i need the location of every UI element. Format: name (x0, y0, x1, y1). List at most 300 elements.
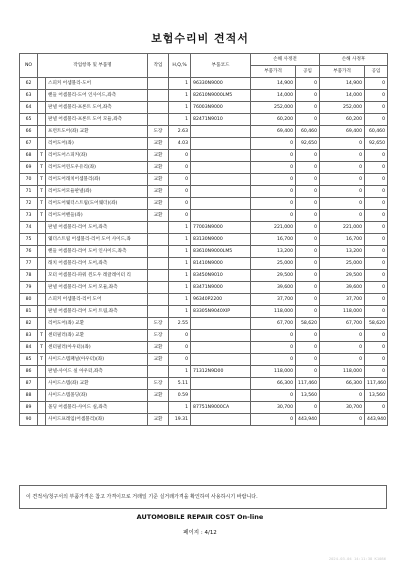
row-after-labor: 0 (365, 294, 388, 306)
row-after-part-price: 0 (320, 150, 365, 162)
row-no: 68 (20, 150, 38, 162)
row-before-part-price: 0 (251, 186, 296, 198)
row-part-code (191, 126, 251, 138)
row-hq: 0 (169, 198, 191, 210)
table-row (20, 150, 388, 162)
row-after-part-price: 39,600 (320, 282, 365, 294)
row-marker (38, 102, 46, 114)
row-after-part-price: 0 (320, 162, 365, 174)
row-before-labor: 0 (296, 330, 320, 342)
row-marker (38, 258, 46, 270)
price-notice: 이 견적서/청구서의 부품가격은 참고 가격이므로 거래일 기준 실거래가격을 확인하여 사용하시기 바랍니다. (19, 485, 387, 509)
row-no: 65 (20, 114, 38, 126)
row-after-part-price: 0 (320, 330, 365, 342)
row-part-code (191, 318, 251, 330)
table-row (20, 114, 388, 126)
row-before-part-price: 118,000 (251, 366, 296, 378)
row-work (148, 366, 169, 378)
row-before-labor: 92,650 (296, 138, 320, 150)
row-before-part-price: 0 (251, 330, 296, 342)
row-after-labor: 0 (365, 258, 388, 270)
row-marker (38, 246, 46, 258)
row-no: 70 (20, 174, 38, 186)
table-row (20, 198, 388, 210)
table-row (20, 222, 388, 234)
row-part-code: 83471N9000 (191, 282, 251, 294)
row-marker (38, 306, 46, 318)
row-work: 교환 (148, 414, 169, 426)
table-row (20, 366, 388, 378)
row-hq: 19.31 (169, 414, 191, 426)
row-marker (38, 294, 46, 306)
row-before-labor: 58,620 (296, 318, 320, 330)
row-part-code: 83305N9040XIP (191, 306, 251, 318)
row-marker (38, 402, 46, 414)
row-before-part-price: 0 (251, 174, 296, 186)
row-hq: 0 (169, 162, 191, 174)
page-number: 페이지 : 4/12 (183, 530, 217, 536)
row-part-code: 87751N9000CA (191, 402, 251, 414)
row-before-part-price: 0 (251, 354, 296, 366)
row-item-name: 리어도어(좌) 교환 (46, 318, 148, 330)
row-part-code: 96340P2200 (191, 294, 251, 306)
row-item-name: 판넬 어셈블리-프론트 도어,좌측 (46, 102, 148, 114)
row-part-code: 76003N9000 (191, 102, 251, 114)
row-item-name: 리어도어핸들(좌) (46, 210, 148, 222)
row-hq: 1 (169, 258, 191, 270)
row-no: 78 (20, 270, 38, 282)
row-marker: T (38, 342, 46, 354)
row-before-labor: 0 (296, 270, 320, 282)
row-after-labor: 0 (365, 282, 388, 294)
row-part-code: 96330N9000 (191, 78, 251, 90)
row-after-part-price: 14,900 (320, 78, 365, 90)
row-item-name: 센터필러(좌) 교환 (46, 330, 148, 342)
row-work: 교환 (148, 150, 169, 162)
row-part-code (191, 330, 251, 342)
row-before-part-price: 14,900 (251, 78, 296, 90)
row-work: 교환 (148, 390, 169, 402)
row-marker (38, 90, 46, 102)
estimate-rows (20, 78, 388, 426)
table-row (20, 306, 388, 318)
row-work (148, 306, 169, 318)
row-after-labor: 0 (365, 222, 388, 234)
row-no: 67 (20, 138, 38, 150)
row-work: 교환 (148, 210, 169, 222)
row-marker (38, 234, 46, 246)
row-no: 72 (20, 198, 38, 210)
row-work: 교환 (148, 174, 169, 186)
row-after-part-price: 0 (320, 414, 365, 426)
row-work: 교환 (148, 162, 169, 174)
row-item-name: 리어도어(좌) (46, 138, 148, 150)
row-work (148, 282, 169, 294)
row-hq: 1 (169, 222, 191, 234)
row-after-labor: 0 (365, 78, 388, 90)
row-after-part-price: 0 (320, 390, 365, 402)
header-work: 작업 (148, 54, 169, 78)
row-part-code: 83450N9010 (191, 270, 251, 282)
row-after-part-price: 30,700 (320, 402, 365, 414)
row-item-name: 판넬 어셈블리-리어 도어 모듈,좌측 (46, 282, 148, 294)
row-after-part-price: 0 (320, 138, 365, 150)
row-after-part-price: 221,000 (320, 222, 365, 234)
row-part-code (191, 390, 251, 402)
row-part-code (191, 378, 251, 390)
row-no: 75 (20, 234, 38, 246)
row-before-labor: 0 (296, 342, 320, 354)
footer-title: AUTOMOBILE REPAIR COST On-line (136, 513, 264, 521)
row-marker (38, 222, 46, 234)
row-part-code (191, 138, 251, 150)
row-after-part-price: 29,500 (320, 270, 365, 282)
row-hq: 1 (169, 282, 191, 294)
row-before-labor: 13,560 (296, 390, 320, 402)
row-marker: T (38, 198, 46, 210)
row-before-labor: 0 (296, 246, 320, 258)
row-after-labor: 60,460 (365, 126, 388, 138)
row-after-labor: 0 (365, 234, 388, 246)
row-before-labor: 443,940 (296, 414, 320, 426)
row-part-code (191, 354, 251, 366)
row-marker: T (38, 186, 46, 198)
row-part-code: 77003N9000 (191, 222, 251, 234)
row-after-labor: 0 (365, 198, 388, 210)
row-after-labor: 443,940 (365, 414, 388, 426)
row-before-part-price: 118,000 (251, 306, 296, 318)
row-before-part-price: 0 (251, 210, 296, 222)
row-part-code (191, 186, 251, 198)
row-no: 83 (20, 330, 38, 342)
row-work: 교환 (148, 138, 169, 150)
row-after-part-price: 14,000 (320, 90, 365, 102)
row-item-name: 판넬 어셈블리-리어 도어,좌측 (46, 222, 148, 234)
row-work (148, 102, 169, 114)
row-before-labor: 0 (296, 282, 320, 294)
row-before-part-price: 60,200 (251, 114, 296, 126)
row-before-labor: 0 (296, 258, 320, 270)
table-row (20, 414, 388, 426)
row-item-name: 센터필러(아우터)(좌) (46, 342, 148, 354)
row-hq: 1 (169, 270, 191, 282)
row-after-part-price: 0 (320, 186, 365, 198)
row-marker (38, 78, 46, 90)
row-part-code (191, 414, 251, 426)
row-before-part-price: 39,600 (251, 282, 296, 294)
row-part-code (191, 174, 251, 186)
row-no: 69 (20, 162, 38, 174)
row-before-labor: 0 (296, 174, 320, 186)
table-row (20, 90, 388, 102)
table-row (20, 174, 388, 186)
row-no: 63 (20, 90, 38, 102)
header-no: NO (20, 54, 38, 78)
row-after-labor: 0 (365, 306, 388, 318)
row-item-name: 리어도어웨더스트립(도어웨더)(좌) (46, 198, 148, 210)
row-before-labor: 0 (296, 150, 320, 162)
row-after-labor: 0 (365, 90, 388, 102)
row-no: 86 (20, 366, 38, 378)
row-before-labor: 0 (296, 198, 320, 210)
header-after: 손해 사정후 (320, 54, 388, 66)
row-before-part-price: 0 (251, 198, 296, 210)
row-marker (38, 126, 46, 138)
row-after-part-price: 118,000 (320, 366, 365, 378)
table-row (20, 330, 388, 342)
row-item-name: 웨더스트립 어셈블리-리어 도어 사이드,좌 (46, 234, 148, 246)
table-row (20, 294, 388, 306)
row-before-labor: 0 (296, 162, 320, 174)
row-after-labor: 0 (365, 186, 388, 198)
row-marker (38, 114, 46, 126)
row-before-labor: 0 (296, 210, 320, 222)
row-after-part-price: 13,200 (320, 246, 365, 258)
row-no: 76 (20, 246, 38, 258)
row-work: 교환 (148, 186, 169, 198)
row-before-labor: 0 (296, 78, 320, 90)
row-hq: 0 (169, 150, 191, 162)
row-after-part-price: 0 (320, 198, 365, 210)
row-after-labor: 117,460 (365, 378, 388, 390)
row-no: 79 (20, 282, 38, 294)
row-part-code (191, 342, 251, 354)
table-row (20, 390, 388, 402)
row-before-labor: 0 (296, 294, 320, 306)
row-before-part-price: 13,200 (251, 246, 296, 258)
row-before-labor: 0 (296, 222, 320, 234)
table-row (20, 162, 388, 174)
print-stamp: 2024-03-04 14:11:38 K1086 (328, 556, 386, 561)
row-part-code: 83610N9000LM5 (191, 246, 251, 258)
table-row (20, 126, 388, 138)
row-before-part-price: 0 (251, 390, 296, 402)
row-marker: T (38, 174, 46, 186)
row-no: 85 (20, 354, 38, 366)
row-marker: T (38, 354, 46, 366)
row-work (148, 258, 169, 270)
row-after-part-price: 25,000 (320, 258, 365, 270)
row-item-name: 사이드스텝몰딩(좌) (46, 390, 148, 402)
table-row (20, 342, 388, 354)
row-part-code (191, 162, 251, 174)
row-no: 84 (20, 342, 38, 354)
row-hq: 1 (169, 294, 191, 306)
header-after-labor: 공임 (365, 66, 388, 78)
row-work (148, 114, 169, 126)
row-before-labor: 0 (296, 354, 320, 366)
row-after-labor: 0 (365, 402, 388, 414)
row-before-part-price: 30,700 (251, 402, 296, 414)
row-marker (38, 390, 46, 402)
row-after-labor: 0 (365, 270, 388, 282)
row-before-part-price: 0 (251, 342, 296, 354)
row-hq: 0 (169, 342, 191, 354)
row-hq: 0 (169, 354, 191, 366)
row-hq: 1 (169, 306, 191, 318)
row-work (148, 402, 169, 414)
header-hq: H,Q,% (169, 54, 191, 78)
row-after-part-price: 0 (320, 174, 365, 186)
row-item-name: 사이드스텝(좌) 교환 (46, 378, 148, 390)
row-item-name: 판넬 어셈블리-프론트 도어 모듈,좌측 (46, 114, 148, 126)
row-after-labor: 0 (365, 162, 388, 174)
row-after-part-price: 252,000 (320, 102, 365, 114)
row-hq: 1 (169, 402, 191, 414)
row-before-part-price: 37,700 (251, 294, 296, 306)
row-before-labor: 0 (296, 234, 320, 246)
row-work (148, 222, 169, 234)
table-row (20, 402, 388, 414)
row-before-part-price: 66,300 (251, 378, 296, 390)
row-no: 82 (20, 318, 38, 330)
table-row (20, 354, 388, 366)
row-marker (38, 270, 46, 282)
row-after-labor: 0 (365, 342, 388, 354)
row-hq: 0 (169, 186, 191, 198)
row-before-labor: 0 (296, 90, 320, 102)
row-no: 62 (20, 78, 38, 90)
row-item-name: 리어도어래치어셈블리(좌) (46, 174, 148, 186)
row-hq: 1 (169, 234, 191, 246)
row-hq: 0.59 (169, 390, 191, 402)
row-item-name: 몰딩 어셈블리-사이드 실,좌측 (46, 402, 148, 414)
row-no: 88 (20, 390, 38, 402)
row-part-code: 82610N9000LM5 (191, 90, 251, 102)
row-no: 64 (20, 102, 38, 114)
row-after-part-price: 0 (320, 354, 365, 366)
table-row (20, 210, 388, 222)
table-row (20, 246, 388, 258)
estimate-table (19, 53, 388, 426)
row-after-part-price: 37,700 (320, 294, 365, 306)
row-part-code (191, 198, 251, 210)
row-after-labor: 0 (365, 114, 388, 126)
row-work (148, 246, 169, 258)
row-hq: 2.55 (169, 318, 191, 330)
table-row (20, 234, 388, 246)
row-hq: 1 (169, 102, 191, 114)
row-before-part-price: 0 (251, 138, 296, 150)
row-no: 87 (20, 378, 38, 390)
row-after-labor: 0 (365, 102, 388, 114)
row-hq: 0 (169, 210, 191, 222)
row-after-part-price: 69,400 (320, 126, 365, 138)
row-after-part-price: 118,000 (320, 306, 365, 318)
row-hq: 1 (169, 90, 191, 102)
row-hq: 0 (169, 174, 191, 186)
row-no: 81 (20, 306, 38, 318)
row-marker (38, 318, 46, 330)
row-no: 80 (20, 294, 38, 306)
row-item-name: 스피커 어셈블리-리어 도어 (46, 294, 148, 306)
row-before-labor: 60,460 (296, 126, 320, 138)
row-hq: 2.63 (169, 126, 191, 138)
row-after-labor: 0 (365, 174, 388, 186)
row-work: 교환 (148, 198, 169, 210)
header-code: 부품코드 (191, 54, 251, 78)
row-marker: T (38, 162, 46, 174)
row-part-code: 81410N9000 (191, 258, 251, 270)
row-after-labor: 92,650 (365, 138, 388, 150)
row-hq: 1 (169, 114, 191, 126)
row-item-name: 래치 어셈블리-리어 도어,좌측 (46, 258, 148, 270)
row-hq: 1 (169, 366, 191, 378)
row-before-part-price: 14,000 (251, 90, 296, 102)
row-hq: 1 (169, 246, 191, 258)
row-after-labor: 0 (365, 150, 388, 162)
row-marker (38, 282, 46, 294)
row-before-labor: 0 (296, 102, 320, 114)
row-marker (38, 138, 46, 150)
row-item-name: 판넬-사이드 실 아우터,좌측 (46, 366, 148, 378)
row-after-labor: 13,560 (365, 390, 388, 402)
row-work: 교환 (148, 342, 169, 354)
row-work: 도장 (148, 330, 169, 342)
row-before-part-price: 29,500 (251, 270, 296, 282)
row-item-name: 판넬 어셈블리-리어 도어 트림,좌측 (46, 306, 148, 318)
row-before-part-price: 0 (251, 150, 296, 162)
row-before-part-price: 221,000 (251, 222, 296, 234)
row-hq: 1 (169, 78, 191, 90)
row-hq: 4.03 (169, 138, 191, 150)
row-work (148, 90, 169, 102)
row-after-labor: 0 (365, 246, 388, 258)
row-work: 도장 (148, 378, 169, 390)
row-after-part-price: 60,200 (320, 114, 365, 126)
row-after-part-price: 66,300 (320, 378, 365, 390)
row-after-labor: 0 (365, 366, 388, 378)
row-item-name: 사이드스텝패널(아우터)(좌) (46, 354, 148, 366)
row-item-name: 프런트도어(좌) 교환 (46, 126, 148, 138)
row-item-name: 리어도어윈도우유리(좌) (46, 162, 148, 174)
row-part-code (191, 210, 251, 222)
row-no: 90 (20, 414, 38, 426)
row-item-name: 핸들 어셈블리-도어 인사이드,좌측 (46, 90, 148, 102)
table-row (20, 378, 388, 390)
document-title: 보험수리비 견적서 (151, 32, 249, 45)
header-before-part-price: 부품가격 (251, 66, 296, 78)
row-item-name: 스피커 어셈블리-도어 (46, 78, 148, 90)
header-before-labor: 공임 (296, 66, 320, 78)
row-before-part-price: 0 (251, 414, 296, 426)
row-no: 66 (20, 126, 38, 138)
table-row (20, 78, 388, 90)
row-before-labor: 117,460 (296, 378, 320, 390)
row-before-part-price: 67,700 (251, 318, 296, 330)
row-work: 교환 (148, 354, 169, 366)
table-row (20, 102, 388, 114)
row-item-name: 핸들 어셈블리-리어 도어 인사이드,좌측 (46, 246, 148, 258)
row-after-labor: 58,620 (365, 318, 388, 330)
row-before-labor: 0 (296, 402, 320, 414)
table-row (20, 138, 388, 150)
row-hq: 5.11 (169, 378, 191, 390)
row-after-labor: 0 (365, 354, 388, 366)
row-before-labor: 0 (296, 306, 320, 318)
header-item: 작업항목 및 부품명 (38, 54, 148, 78)
row-marker: T (38, 210, 46, 222)
row-marker: T (38, 150, 46, 162)
row-before-part-price: 69,400 (251, 126, 296, 138)
table-row (20, 282, 388, 294)
row-item-name: 모터 어셈블리-파워 윈도우 레귤레이터 리 (46, 270, 148, 282)
row-work (148, 270, 169, 282)
row-before-labor: 0 (296, 186, 320, 198)
row-part-code: 71312N9D00 (191, 366, 251, 378)
row-item-name: 리어도어모듈판넬(좌) (46, 186, 148, 198)
row-marker: T (38, 330, 46, 342)
